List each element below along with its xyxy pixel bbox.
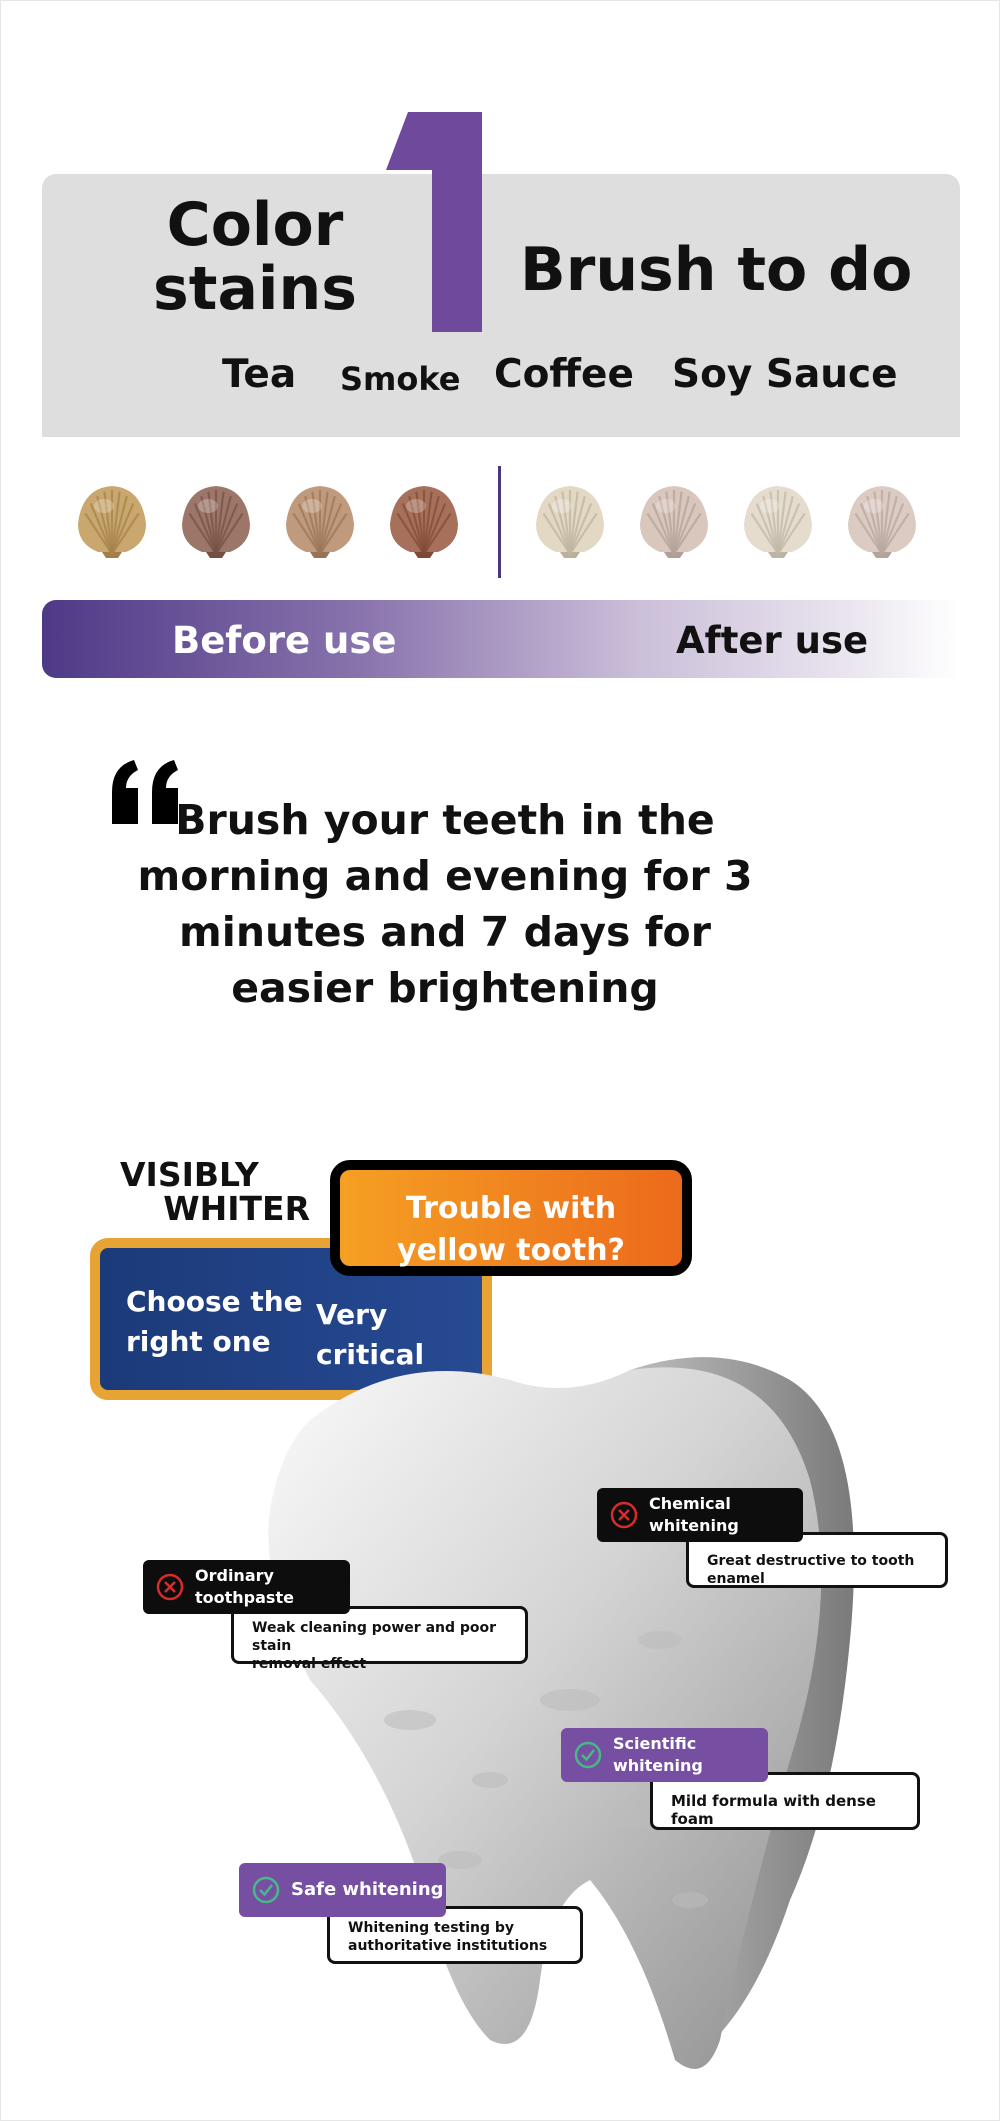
stain-soy-sauce: Soy Sauce xyxy=(672,352,898,397)
safe-whitening-tag xyxy=(239,1863,446,1917)
stained-shell-3 xyxy=(282,480,358,560)
safe-title: Safe whitening xyxy=(291,1879,444,1900)
chemical-title-2: whitening xyxy=(649,1516,739,1535)
clean-shell-3 xyxy=(740,480,816,560)
chemical-title-1: Chemical xyxy=(649,1494,731,1513)
big-number-one xyxy=(378,112,482,332)
before-use-label: Before use xyxy=(172,619,397,662)
ordinary-desc-2: removal effect xyxy=(252,1656,367,1672)
chemical-desc-text: Great destructive to tooth enamel xyxy=(707,1553,915,1587)
clean-shell-4 xyxy=(844,480,920,560)
choose-line-2: right one xyxy=(126,1325,271,1358)
ordinary-desc xyxy=(231,1606,528,1672)
scientific-desc-text: Mild formula with dense foam xyxy=(671,1792,876,1828)
brush-to-do-title: Brush to do xyxy=(520,235,913,305)
stained-shell-2 xyxy=(178,480,254,560)
scientific-whitening-tag xyxy=(561,1728,768,1782)
trouble-text xyxy=(340,1188,682,1272)
scientific-title-1: Scientific xyxy=(613,1734,697,1753)
x-circle-icon xyxy=(609,1500,639,1530)
stain-tea: Tea xyxy=(222,352,297,397)
trouble-line-2: yellow tooth? xyxy=(397,1233,625,1268)
safe-desc-1: Whitening testing by xyxy=(348,1920,515,1936)
ordinary-title-1: Ordinary xyxy=(195,1566,274,1585)
visibly-line: VISIBLY xyxy=(120,1155,259,1194)
scientific-title-2: whitening xyxy=(613,1756,703,1775)
stain-smoke: Smoke xyxy=(340,360,461,398)
quote-text: Brush your teeth in the morning and evening for 3 minutes and 7 days for easier brightening xyxy=(137,796,753,1012)
critical-line-1: Very xyxy=(316,1298,388,1331)
trouble-line-1: Trouble with xyxy=(405,1191,617,1226)
visibly-whiter-heading xyxy=(120,1155,310,1228)
stain-coffee: Coffee xyxy=(494,352,634,397)
whiter-line: WHITER xyxy=(163,1189,310,1228)
stained-shell-4 xyxy=(386,480,462,560)
tooth-illustration xyxy=(250,1340,880,2090)
color-stains-title xyxy=(150,190,360,324)
safe-desc-2: authoritative institutions xyxy=(348,1938,548,1954)
check-circle-icon xyxy=(573,1740,603,1770)
ordinary-desc-1: Weak cleaning power and poor stain xyxy=(252,1620,497,1654)
x-circle-icon xyxy=(155,1572,185,1602)
clean-shell-2 xyxy=(636,480,712,560)
critical-line-2: critical xyxy=(316,1338,425,1371)
chemical-whitening-tag xyxy=(597,1488,803,1542)
after-use-label: After use xyxy=(676,619,869,662)
before-after-divider xyxy=(498,466,501,578)
ordinary-toothpaste-tag xyxy=(143,1560,350,1614)
stained-shell-1 xyxy=(74,480,150,560)
ordinary-title-2: toothpaste xyxy=(195,1588,294,1607)
clean-shell-1 xyxy=(532,480,608,560)
check-circle-icon xyxy=(251,1875,281,1905)
color-stains-line: Color stains xyxy=(153,190,357,324)
choose-line-1: Choose the xyxy=(126,1285,303,1318)
